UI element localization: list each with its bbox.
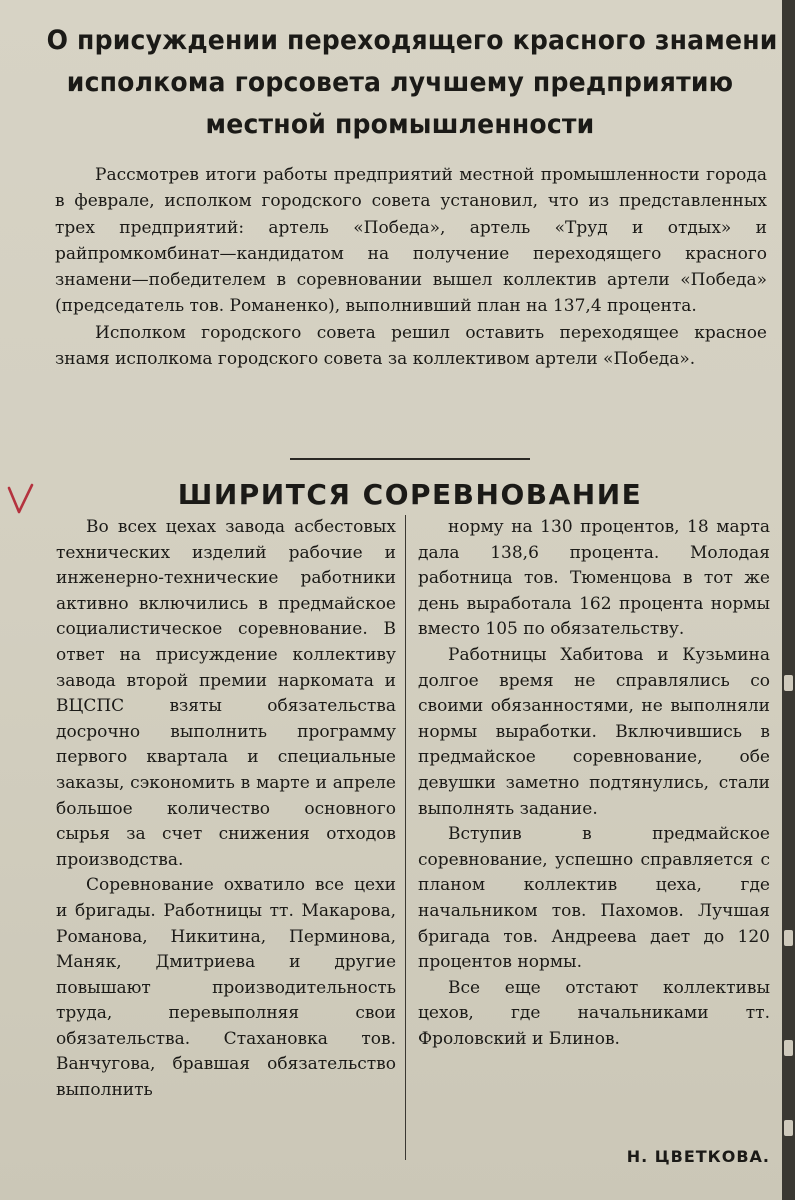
right-paragraph-1: норму на 130 процентов, 18 марта дала 138,6 процента. Молодая работница тов. Тюменцова в тот же день выработала 162 процента нормы вместо 105 по обязательству. [418, 517, 770, 640]
column-divider [405, 515, 406, 1160]
edge-fragment [784, 930, 793, 946]
headline-line-1: О присуждении переходящего красного знамени [46, 25, 778, 56]
left-paragraph-1: Во всех цехах завода асбестовых технических изделий рабочие и инженерно-технические работники активно включились в предмайское социалистическое соревнование. В ответ на присуждение коллективу завода второй премии наркомата и ВЦСПС взяты обязательства досрочно выполнить программу первого квартала и специальные заказы, сэкономить в марте и апреле большое количество основного сырья за счет снижения отходов производства. [56, 517, 396, 870]
decree-paragraph-1: Рассмотрев итоги работы предприятий местной промышленности города в феврале, исполком городского совета установил, что из представленных трех предприятий: артель «Победа», артель «Труд и отдых» и райпромкомбинат—кандидатом на получение переходящего красного знамени—победителем в соревновании вышел коллектив артели «Победа» (председатель тов. Романенко), выполнивший план на 137,4 процента. [55, 165, 767, 317]
headline-line-2: исполкома горсовета лучшему предприятию [66, 67, 734, 98]
section-title: ШИРИТСЯ СОРЕВНОВАНИЕ [177, 478, 643, 511]
right-paragraph-4: Все еще отстают коллективы цехов, где начальниками тт. Фроловский и Блинов. [418, 977, 770, 1049]
edge-fragment [784, 675, 793, 691]
section-divider-rule [290, 458, 530, 460]
edge-fragment [784, 1120, 793, 1136]
article-headline [46, 20, 778, 146]
decree-article-body [55, 162, 767, 372]
right-paragraph-2: Работницы Хабитова и Кузьмина долгое время не справлялись со своими обязанностями, не выполняли нормы выработки. Включившись в предмайское соревнование, обе девушки заметно подтянулись, стали выполнять задание. [418, 644, 770, 819]
left-paragraph-2: Соревнование охватило все цехи и бригады. Работницы тт. Макарова, Романова, Никитина, Перминова, Маняк, Дмитриева и другие повышают производительность труда, перевыполняя свои обязательства. Стахановка тов. Ванчугова, бравшая обязательство выполнить [56, 875, 396, 1101]
decree-paragraph-2: Исполком городского совета решил оставить переходящее красное знамя исполкома городского совета за коллективом артели «Победа». [55, 322, 767, 370]
adjacent-page-edge [782, 0, 795, 1200]
edge-fragment [784, 1040, 793, 1056]
headline-line-3: местной промышленности [205, 109, 595, 140]
author-signature: Н. ЦВЕТКОВА. [626, 1147, 770, 1166]
pencil-check-icon [6, 482, 36, 516]
right-paragraph-3: Вступив в предмайское соревнование, успешно справляется с планом коллектив цеха, где начальником тов. Пахомов. Лучшая бригада тов. Андреева дает до 120 процентов нормы. [418, 824, 770, 973]
article-column-right [418, 515, 770, 1052]
article-column-left [56, 515, 396, 1104]
